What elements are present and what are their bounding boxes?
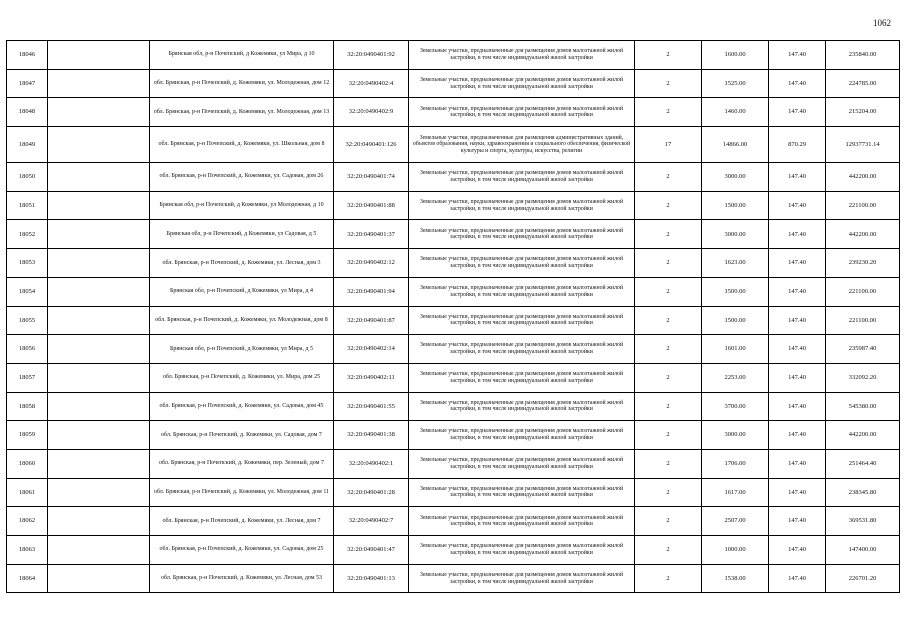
rate-cell: 147.40	[769, 191, 826, 220]
blank-cell	[48, 478, 150, 507]
address-cell: Брянская обл, р-н Почепский, д Кожемяки, ул Молодежная, д 10	[150, 191, 334, 220]
land-use-cell: Земельные участки, предназначенные для размещения домов малоэтажной жилой застройки, в том числе индивидуальной жилой застройки	[409, 277, 635, 306]
table-row	[7, 421, 900, 450]
address-cell: обл. Брянская, р-н Почепский, д. Кожемяки, ул. Школьная, дом 8	[150, 127, 334, 163]
group-cell: 2	[635, 478, 702, 507]
rate-cell: 147.40	[769, 507, 826, 536]
row-id-cell: 18050	[7, 163, 48, 192]
land-use-cell: Земельные участки, предназначенные для размещения домов малоэтажной жилой застройки, в том числе индивидуальной жилой застройки	[409, 69, 635, 98]
rate-cell: 147.40	[769, 163, 826, 192]
rate-cell: 147.40	[769, 478, 826, 507]
row-id-cell: 18063	[7, 536, 48, 565]
land-use-cell: Земельные участки, предназначенные для размещения домов малоэтажной жилой застройки, в том числе индивидуальной жилой застройки	[409, 536, 635, 565]
group-cell: 2	[635, 507, 702, 536]
land-use-cell: Земельные участки, предназначенные для размещения домов малоэтажной жилой застройки, в том числе индивидуальной жилой застройки	[409, 98, 635, 127]
rate-cell: 147.40	[769, 41, 826, 70]
row-id-cell: 18057	[7, 363, 48, 392]
land-use-cell: Земельные участки, предназначенные для размещения административных зданий, объектов образования, науки, здравоохранения и социального обеспечения, физической культуры и спорта, культуры, искусства, религии	[409, 127, 635, 163]
blank-cell	[48, 306, 150, 335]
table-row	[7, 363, 900, 392]
row-id-cell: 18048	[7, 98, 48, 127]
land-use-cell: Земельные участки, предназначенные для размещения домов малоэтажной жилой застройки, в том числе индивидуальной жилой застройки	[409, 249, 635, 278]
land-use-cell: Земельные участки, предназначенные для размещения домов малоэтажной жилой застройки, в том числе индивидуальной жилой застройки	[409, 220, 635, 249]
cadastral-value-cell: 235840.00	[826, 41, 900, 70]
row-id-cell: 18054	[7, 277, 48, 306]
cadastral-number-cell: 32:20:0490402:11	[334, 363, 409, 392]
cadastral-number-cell: 32:20:0490401:74	[334, 163, 409, 192]
group-cell: 2	[635, 306, 702, 335]
address-cell: обл. Брянская, р-н Почепский, д. Кожемяки, ул. Садовая, дом 26	[150, 163, 334, 192]
group-cell: 2	[635, 335, 702, 364]
cadastral-value-cell: 251464.40	[826, 449, 900, 478]
land-use-cell: Земельные участки, предназначенные для размещения домов малоэтажной жилой застройки, в том числе индивидуальной жилой застройки	[409, 363, 635, 392]
rate-cell: 870.29	[769, 127, 826, 163]
cadastral-value-cell: 147400.00	[826, 536, 900, 565]
land-use-cell: Земельные участки, предназначенные для размещения домов малоэтажной жилой застройки, в том числе индивидуальной жилой застройки	[409, 335, 635, 364]
land-use-cell: Земельные участки, предназначенные для размещения домов малоэтажной жилой застройки, в том числе индивидуальной жилой застройки	[409, 564, 635, 593]
land-use-cell: Земельные участки, предназначенные для размещения домов малоэтажной жилой застройки, в том числе индивидуальной жилой застройки	[409, 191, 635, 220]
address-cell: Брянская обл, р-н Почепский, д Кожемяки, ул Мира, д 5	[150, 335, 334, 364]
table-row	[7, 564, 900, 593]
address-cell: обл. Брянская, р-н Почепский, д. Кожемяки, пер. Зеленый, дом 7	[150, 449, 334, 478]
cadastral-value-cell: 224785.00	[826, 69, 900, 98]
address-cell: обл. Брянская, р-н Почепский, д. Кожемяки, ул. Садовая, дом 45	[150, 392, 334, 421]
rate-cell: 147.40	[769, 220, 826, 249]
group-cell: 2	[635, 536, 702, 565]
rate-cell: 147.40	[769, 277, 826, 306]
cadastral-number-cell: 32:20:0490402:9	[334, 98, 409, 127]
cadastral-value-cell: 221100.00	[826, 277, 900, 306]
table-row	[7, 69, 900, 98]
address-cell: обл. Брянская, р-н Почепский, д. Кожемяки, ул. Молодежная, дом 13	[150, 98, 334, 127]
cadastral-value-cell: 238345.80	[826, 478, 900, 507]
table-row	[7, 536, 900, 565]
cadastral-number-cell: 32:20:0490402:4	[334, 69, 409, 98]
blank-cell	[48, 536, 150, 565]
rate-cell: 147.40	[769, 449, 826, 478]
group-cell: 2	[635, 220, 702, 249]
blank-cell	[48, 220, 150, 249]
cadastral-number-cell: 32:20:0490401:88	[334, 191, 409, 220]
area-cell: 3000.00	[702, 421, 769, 450]
table-row	[7, 98, 900, 127]
group-cell: 2	[635, 98, 702, 127]
cadastral-value-cell: 221100.00	[826, 306, 900, 335]
cadastral-number-cell: 32:20:0490402:12	[334, 249, 409, 278]
table-row	[7, 191, 900, 220]
land-use-cell: Земельные участки, предназначенные для размещения домов малоэтажной жилой застройки, в том числе индивидуальной жилой застройки	[409, 163, 635, 192]
group-cell: 2	[635, 249, 702, 278]
rate-cell: 147.40	[769, 335, 826, 364]
group-cell: 17	[635, 127, 702, 163]
cadastral-number-cell: 32:20:0490401:37	[334, 220, 409, 249]
cadastral-value-cell: 215204.00	[826, 98, 900, 127]
area-cell: 3700.00	[702, 392, 769, 421]
area-cell: 1525.00	[702, 69, 769, 98]
rate-cell: 147.40	[769, 421, 826, 450]
address-cell: обл. Брянская, р-н Почепский, д. Кожемяки, ул. Лесная, дом 7	[150, 507, 334, 536]
area-cell: 1500.00	[702, 306, 769, 335]
area-cell: 1500.00	[702, 277, 769, 306]
row-id-cell: 18046	[7, 41, 48, 70]
blank-cell	[48, 363, 150, 392]
cadastral-number-cell: 32:20:0490402:7	[334, 507, 409, 536]
address-cell: обл. Брянская, р-н Почепский, д. Кожемяки, ул. Лесная, дом 53	[150, 564, 334, 593]
address-cell: Брянская обл, р-н Почепский, д Кожемяки, ул Садовая, д 5	[150, 220, 334, 249]
land-use-cell: Земельные участки, предназначенные для размещения домов малоэтажной жилой застройки, в том числе индивидуальной жилой застройки	[409, 478, 635, 507]
row-id-cell: 18052	[7, 220, 48, 249]
cadastral-number-cell: 32:20:0490401:28	[334, 478, 409, 507]
area-cell: 1623.00	[702, 249, 769, 278]
table-row	[7, 277, 900, 306]
table-row	[7, 41, 900, 70]
land-use-cell: Земельные участки, предназначенные для размещения домов малоэтажной жилой застройки, в том числе индивидуальной жилой застройки	[409, 449, 635, 478]
blank-cell	[48, 392, 150, 421]
table-body	[7, 41, 900, 593]
rate-cell: 147.40	[769, 392, 826, 421]
blank-cell	[48, 249, 150, 278]
cadastral-number-cell: 32:20:0490401:13	[334, 564, 409, 593]
rate-cell: 147.40	[769, 536, 826, 565]
cadastral-value-cell: 239230.20	[826, 249, 900, 278]
address-cell: обл. Брянская, р-н Почепский, д. Кожемяки, ул. Садовая, дом 25	[150, 536, 334, 565]
cadastral-number-cell: 32:20:0490401:38	[334, 421, 409, 450]
area-cell: 1000.00	[702, 536, 769, 565]
row-id-cell: 18059	[7, 421, 48, 450]
cadastral-value-cell: 369531.80	[826, 507, 900, 536]
cadastral-value-cell: 235987.40	[826, 335, 900, 364]
rate-cell: 147.40	[769, 249, 826, 278]
area-cell: 1538.00	[702, 564, 769, 593]
table-row	[7, 249, 900, 278]
cadastral-value-cell: 442200.00	[826, 163, 900, 192]
table-row	[7, 163, 900, 192]
blank-cell	[48, 191, 150, 220]
cadastral-value-cell: 442200.00	[826, 220, 900, 249]
area-cell: 3000.00	[702, 220, 769, 249]
cadastral-value-cell: 442200.00	[826, 421, 900, 450]
table-row	[7, 306, 900, 335]
group-cell: 2	[635, 163, 702, 192]
area-cell: 3000.00	[702, 163, 769, 192]
page-number: 1062	[873, 18, 891, 28]
area-cell: 1706.00	[702, 449, 769, 478]
row-id-cell: 18051	[7, 191, 48, 220]
cadastral-value-cell: 332092.20	[826, 363, 900, 392]
cadastral-value-cell: 226701.20	[826, 564, 900, 593]
cadastral-number-cell: 32:20:0490401:47	[334, 536, 409, 565]
land-use-cell: Земельные участки, предназначенные для размещения домов малоэтажной жилой застройки, в том числе индивидуальной жилой застройки	[409, 392, 635, 421]
blank-cell	[48, 277, 150, 306]
group-cell: 2	[635, 363, 702, 392]
address-cell: обл. Брянская, р-н Почепский, д. Кожемяки, ул. Садовая, дом 7	[150, 421, 334, 450]
area-cell: 1600.00	[702, 41, 769, 70]
table-row	[7, 220, 900, 249]
cadastral-value-cell: 545380.00	[826, 392, 900, 421]
table-row	[7, 392, 900, 421]
blank-cell	[48, 41, 150, 70]
row-id-cell: 18060	[7, 449, 48, 478]
cadastral-number-cell: 32:20:0490402:1	[334, 449, 409, 478]
address-cell: обл. Брянская, р-н Почепский, д. Кожемяки, ул. Лесная, дом 3	[150, 249, 334, 278]
cadastral-number-cell: 32:20:0490401:94	[334, 277, 409, 306]
area-cell: 1460.00	[702, 98, 769, 127]
blank-cell	[48, 421, 150, 450]
row-id-cell: 18055	[7, 306, 48, 335]
area-cell: 2253.00	[702, 363, 769, 392]
address-cell: обл. Брянская, р-н Почепский, д. Кожемяки, ул. Мира, дом 25	[150, 363, 334, 392]
row-id-cell: 18058	[7, 392, 48, 421]
row-id-cell: 18056	[7, 335, 48, 364]
cadastral-number-cell: 32:20:0490402:14	[334, 335, 409, 364]
cadastral-number-cell: 32:20:0490401:55	[334, 392, 409, 421]
address-cell: обл. Брянская, р-н Почепский, д. Кожемяки, ул. Молодежная, дом 11	[150, 478, 334, 507]
row-id-cell: 18061	[7, 478, 48, 507]
blank-cell	[48, 127, 150, 163]
row-id-cell: 18049	[7, 127, 48, 163]
blank-cell	[48, 335, 150, 364]
group-cell: 2	[635, 277, 702, 306]
rate-cell: 147.40	[769, 69, 826, 98]
rate-cell: 147.40	[769, 306, 826, 335]
cadastral-value-cell: 12937731.14	[826, 127, 900, 163]
blank-cell	[48, 564, 150, 593]
address-cell: обл. Брянская, р-н Почепский, д. Кожемяки, ул. Молодежная, дом 12	[150, 69, 334, 98]
table-row	[7, 449, 900, 478]
land-use-cell: Земельные участки, предназначенные для размещения домов малоэтажной жилой застройки, в том числе индивидуальной жилой застройки	[409, 306, 635, 335]
rate-cell: 147.40	[769, 564, 826, 593]
table-row	[7, 127, 900, 163]
address-cell: обл. Брянская, р-н Почепский, д. Кожемяки, ул. Молодежная, дом 8	[150, 306, 334, 335]
row-id-cell: 18047	[7, 69, 48, 98]
cadastral-number-cell: 32:20:0490401:87	[334, 306, 409, 335]
blank-cell	[48, 69, 150, 98]
group-cell: 2	[635, 449, 702, 478]
blank-cell	[48, 98, 150, 127]
area-cell: 1500.00	[702, 191, 769, 220]
blank-cell	[48, 449, 150, 478]
blank-cell	[48, 163, 150, 192]
table-row	[7, 478, 900, 507]
address-cell: Брянская обл, р-н Почепский, д Кожемяки, ул Мира, д 10	[150, 41, 334, 70]
blank-cell	[48, 507, 150, 536]
group-cell: 2	[635, 421, 702, 450]
area-cell: 2507.00	[702, 507, 769, 536]
row-id-cell: 18053	[7, 249, 48, 278]
rate-cell: 147.40	[769, 98, 826, 127]
area-cell: 1601.00	[702, 335, 769, 364]
row-id-cell: 18062	[7, 507, 48, 536]
land-use-cell: Земельные участки, предназначенные для размещения домов малоэтажной жилой застройки, в том числе индивидуальной жилой застройки	[409, 41, 635, 70]
address-cell: Брянская обл, р-н Почепский, д Кожемяки, ул Мира, д 4	[150, 277, 334, 306]
cadastral-number-cell: 32:20:0490401:92	[334, 41, 409, 70]
land-use-cell: Земельные участки, предназначенные для размещения домов малоэтажной жилой застройки, в том числе индивидуальной жилой застройки	[409, 507, 635, 536]
group-cell: 2	[635, 392, 702, 421]
table-row	[7, 335, 900, 364]
group-cell: 2	[635, 69, 702, 98]
group-cell: 2	[635, 41, 702, 70]
group-cell: 2	[635, 564, 702, 593]
row-id-cell: 18064	[7, 564, 48, 593]
group-cell: 2	[635, 191, 702, 220]
area-cell: 1617.00	[702, 478, 769, 507]
area-cell: 14866.00	[702, 127, 769, 163]
land-registry-table	[6, 40, 900, 593]
cadastral-number-cell: 32:20:0490401:126	[334, 127, 409, 163]
rate-cell: 147.40	[769, 363, 826, 392]
cadastral-value-cell: 221100.00	[826, 191, 900, 220]
table-row	[7, 507, 900, 536]
land-use-cell: Земельные участки, предназначенные для размещения домов малоэтажной жилой застройки, в том числе индивидуальной жилой застройки	[409, 421, 635, 450]
